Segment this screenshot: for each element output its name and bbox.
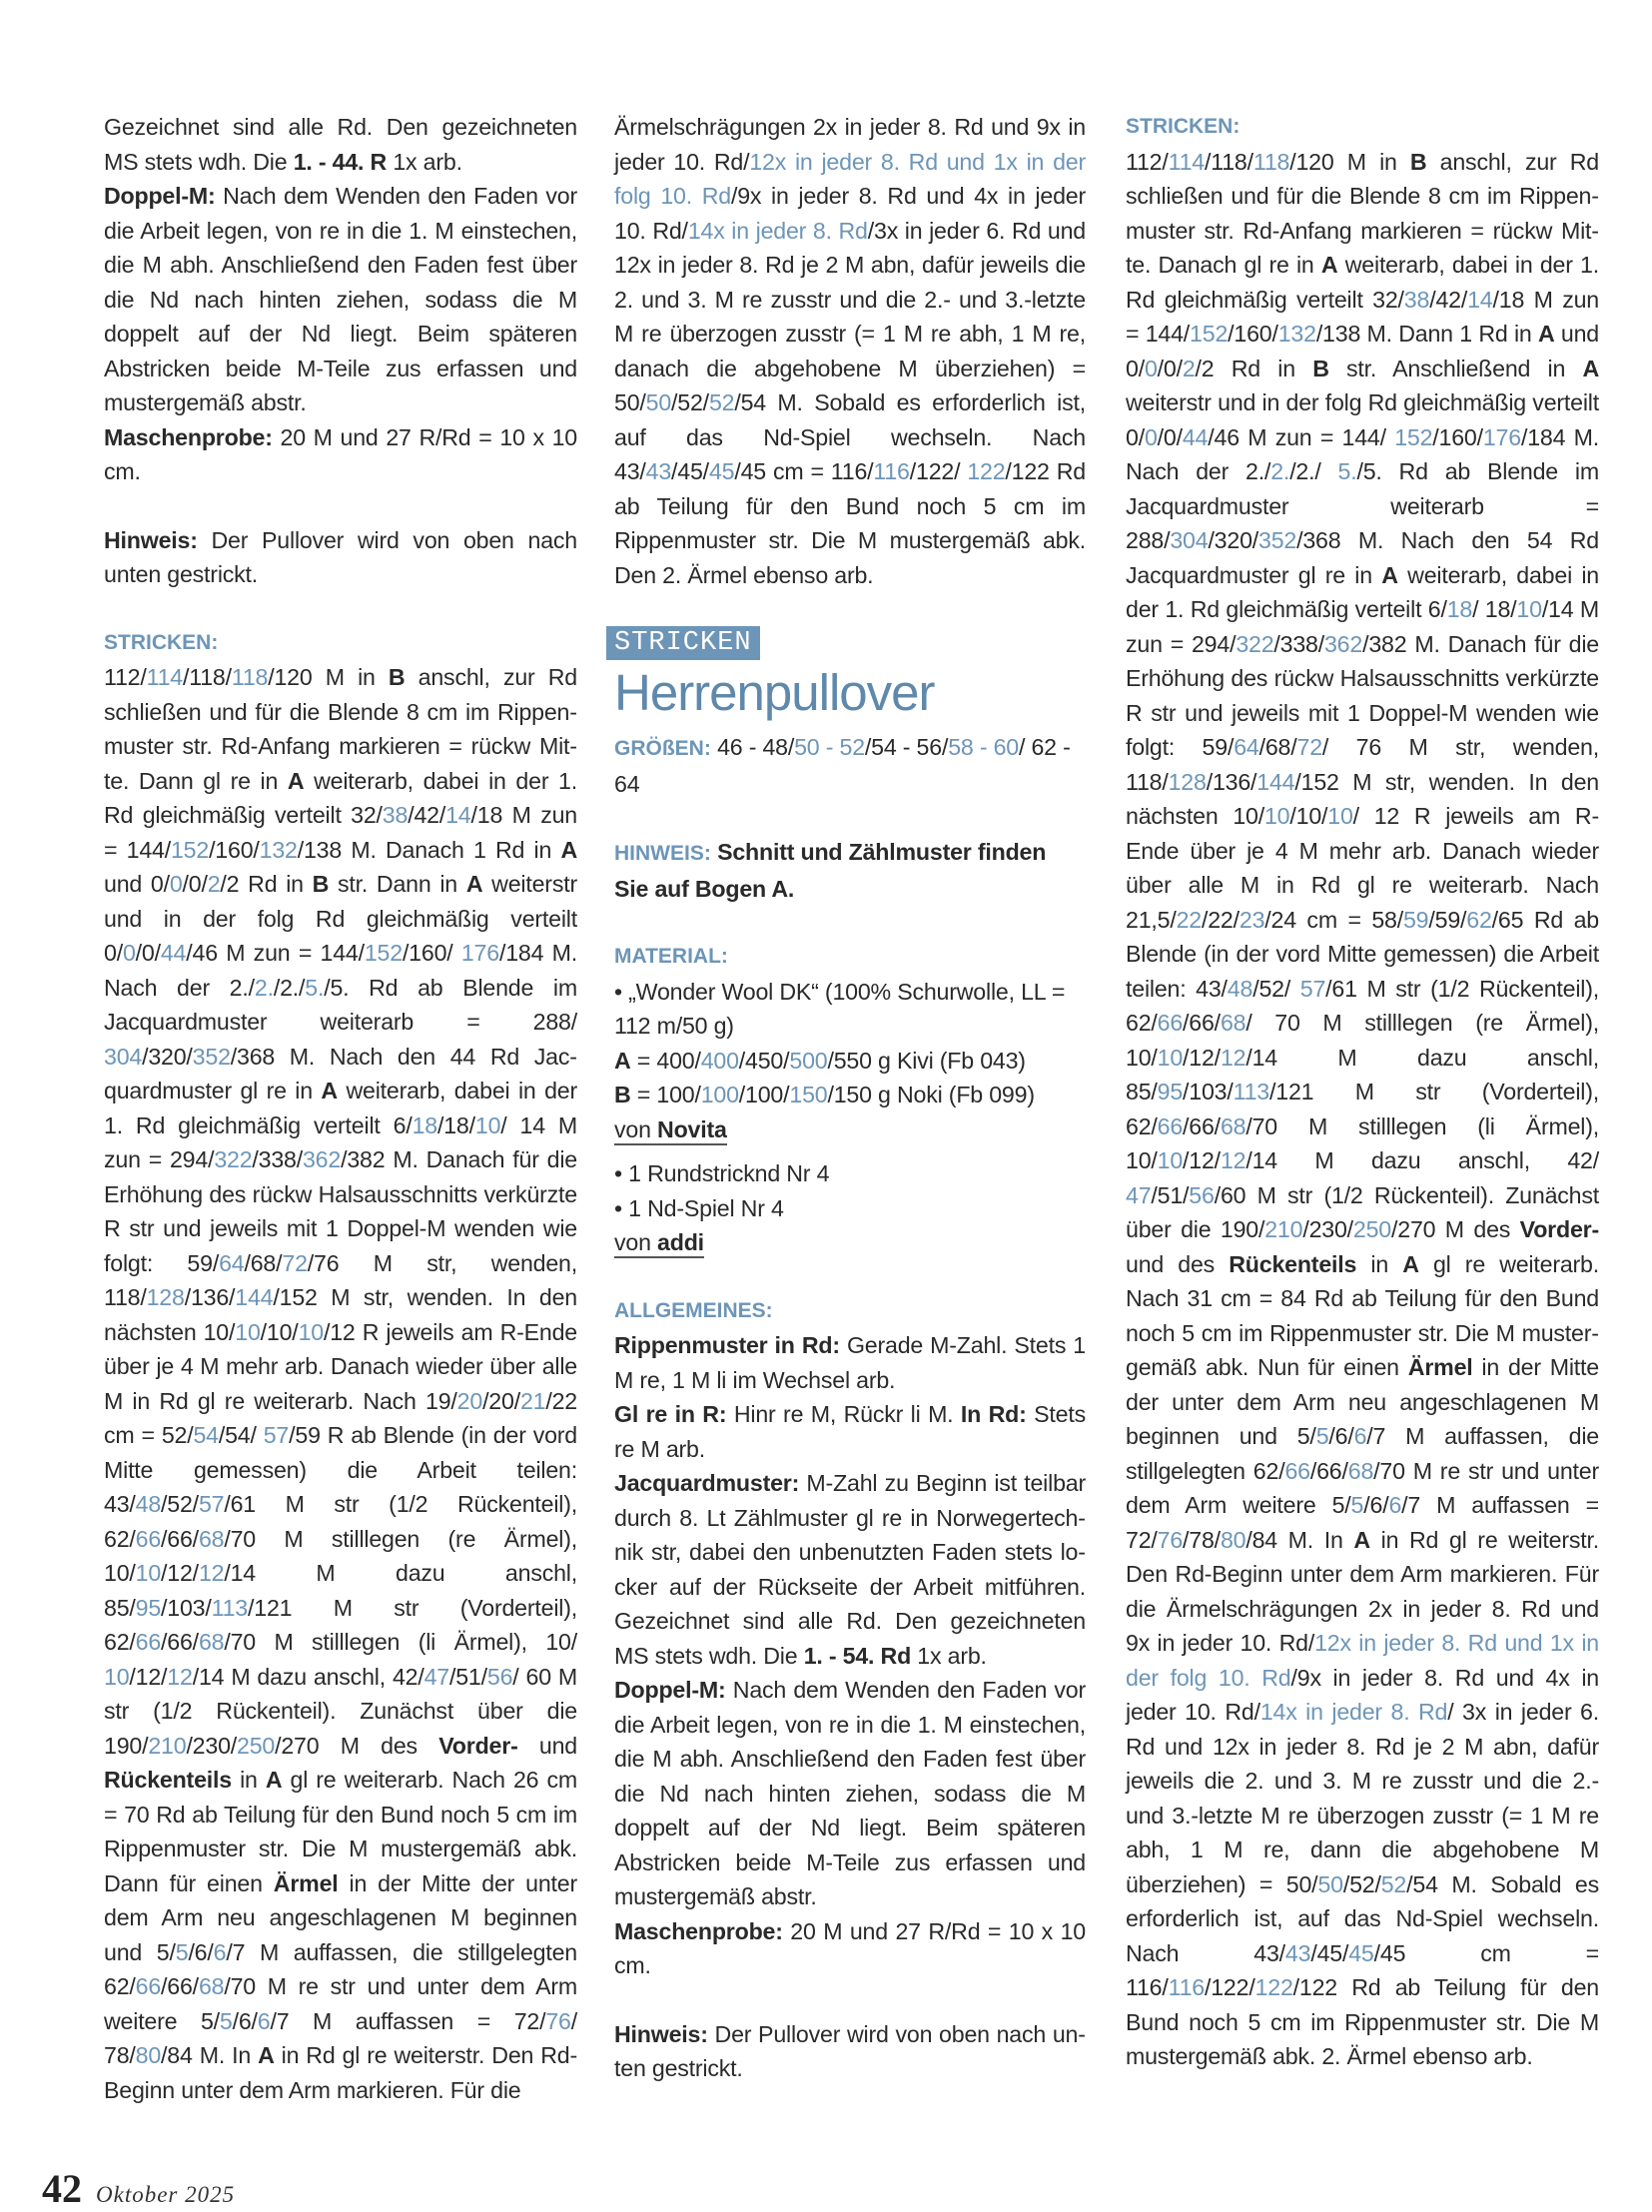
label: HINWEIS: [614, 842, 711, 865]
text-column-1 [104, 110, 577, 2107]
paragraph-maschenprobe [104, 420, 577, 489]
hinweis-note [614, 835, 1086, 906]
section-tag: STRICKEN [606, 626, 760, 660]
text: 20 M und 27 R/Rd = 10 x 10 cm. [104, 423, 577, 484]
text: Gezeichnet sind alle Rd. Den gezeichneten MS stets wdh. Die [104, 114, 577, 175]
paragraph-rippen: Rippenmuster in Rd: Gerade M-Zahl. Stets 1 M re, 1 M li im Wechsel arb. [614, 1332, 1086, 1393]
brand-line: von Novita [614, 1112, 1086, 1147]
label: B [614, 1082, 631, 1107]
label: A [614, 1047, 631, 1074]
page-number: 42 [42, 2166, 82, 2211]
brand-line: von addi [614, 1225, 1086, 1260]
material-b: B = 100/100/100/150/150 g Noki (Fb 099) [614, 1082, 1035, 1107]
section-heading: STRICKEN: [104, 630, 219, 654]
paragraph-doppel-m [104, 179, 577, 420]
label: Doppel-M: [104, 183, 216, 209]
issue-date: Oktober 2025 [96, 2182, 236, 2207]
paragraph-doppel-m: Doppel-M: Nach dem Wenden den Faden vor die Arbeit legen, von re in die 1. M einstechen, die M abh. Anschließend den Faden fest über die Nd nach hinten ziehen, sodass die M doppelt auf der Nd liegt. Beim späteren Abstricken beide M-Teile zus erfassen und mustergemäß abstr. [614, 1677, 1086, 1909]
brand-name: addi [657, 1229, 704, 1255]
paragraph-continued: Ärmelschrägungen 2x in jeder 8. Rd und 9x in jeder 10. Rd/12x in jeder 8. Rd und 1x in der folg 10. Rd/9x in jeder 8. Rd und 4x in jeder 10. Rd/14x in jeder 8. Rd/3x in jeder 6. Rd und 12x in jeder 8. Rd je 2 M abn, dafür jeweils die 2. und 3. M re zusstr und die 2.- und 3.-letzte M re überzogen zusstr (= 1 M re abh, 1 M re, danach die abgehobene M überziehen) = 50/50/52/52/54 M. Sobald es erforderlich ist, auf das Nd-Spiel wechseln. Nach 43/43/45/45/45 cm = 116/116/122/ 122/122 Rd ab Teilung für den Bund noch 5 cm im Rippenmuster str. Die M mustergemäß abk. Den 2. Ärmel ebenso arb. [614, 114, 1086, 588]
bold-text: 1. - 44. R [293, 148, 388, 175]
pattern-title: Herrenpullover [614, 664, 935, 721]
brand-name: Novita [657, 1115, 727, 1142]
text-column-2 [614, 110, 1086, 2086]
paragraph-jacquard: Jacquardmuster: M-Zahl zu Beginn ist teilbar durch 8. Lt Zählmuster gl re in Norwegertechnik str, dabei den unbenutzten Faden stets locker auf der Rückseite der Arbeit mitführen. Gezeichnet sind alle Rd. Den gezeichneten MS stets wdh. Die 1. - 54. Rd 1x arb. [614, 1470, 1086, 1669]
tool-item: • 1 Rundstricknd Nr 4 [614, 1160, 830, 1186]
label: Maschenprobe: [104, 423, 273, 450]
section-heading: MATERIAL: [614, 945, 728, 968]
label: Hinweis: [104, 526, 198, 553]
paragraph-stricken: 112/114/118/118/120 M in B anschl, zur Rd schließen und für die Blende 8 cm im Rippenmuster str. Rd-Anfang markieren = rückw Mitte. Danach gl re in A weiterarb, dabei in der 1. Rd gleichmäßig verteilt 32/38/42/14/18 M zun = 144/152/160/132/138 M. Dann 1 Rd in A und 0/0/0/2/2 Rd in B str. Anschließend in A weiterstr und in der folg Rd gleichmäßig verteilt 0/0/0/44/46 M zun = 144/ 152/160/176/184 M. Nach der 2./2./2./ 5./5. Rd ab Blende im Jacquardmuster weiterarb = 288/304/320/352/368 M. Nach den 54 Rd Jacquardmuster gl re in A weiterarb, dabei in der 1. Rd gleichmäßig verteilt 6/18/ 18/10/14 M zun = 294/322/338/362/382 M. Danach für die Erhöhung des rückw Halsausschnitts verkürzte R str und jeweils mit 1 Doppel-M wenden wie folgt: 59/64/68/72/ 76 M str, wenden, 118/128/136/144/152 M str, wenden. In den nächsten 10/10/10/10/ 12 R jeweils am R-Ende über je 4 M mehr arb. Danach wieder über alle M in Rd gl re weiterarb. Nach 21,5/22/22/23/24 cm = 58/59/59/62/65 Rd ab Blende (in der vord Mitte gemessen) die Arbeit teilen: 43/48/52/ 57/61 M str (1/2 Rückenteil), 62/66/66/68/ 70 M stilllegen (re Ärmel), 10/10/12/12/14 M dazu anschl, 85/95/103/113/121 M str (Vorderteil), 62/66/66/68/70 M stilllegen (li Ärmel), 10/10/12/12/14 M dazu anschl, 42/ 47/51/56/60 M str (1/2 Rückenteil). Zunächst über die 190/210/230/250/270 M des Vorder- und des Rückenteils in A gl re weiterarb. Nach 31 cm = 84 Rd ab Teilung für den Bund noch 5 cm im Rippenmuster str. Die M mustergemäß abk. Nun für einen Ärmel in der Mitte der unter dem Arm neu angeschlagenen M beginnen und 5/5/6/6/7 M auffassen, die stillgelegten 62/66/66/68/70 M re str und unter dem Arm weitere 5/5/6/6/7 M auffassen = 72/76/78/80/84 M. In A in Rd gl re weiterstr. Den Rd-Beginn unter dem Arm markieren. Für die Ärmelschrägungen 2x in jeder 8. Rd und 9x in jeder 10. Rd/12x in jeder 8. Rd und 1x in der folg 10. Rd/9x in jeder 8. Rd und 4x in jeder 10. Rd/14x in jeder 8. Rd/ 3x in jeder 6. Rd und 12x in jeder 8. Rd je 2 M abn, dafür jeweils die 2. und 3. M re zusstr und die 2.- und 3.-letzte M re überzogen zusstr (= 1 M re abh, 1 M re, dann die abgehobene M überziehen) = 50/50/52/52/54 M. Sobald es erforderlich ist, auf das Nd-Spiel wechseln. Nach 43/43/45/45/45 cm = 116/116/122/122/122 Rd ab Teilung für den Bund noch 5 cm im Rippenmuster str. Die M mustergemäß abk. 2. Ärmel ebenso arb. [1126, 148, 1600, 2069]
section-heading: STRICKEN: [1126, 115, 1240, 138]
sizes: GRÖßEN: 46 - 48/50 - 52/54 - 56/58 - 60/ 62 - 64 [614, 734, 1071, 797]
paragraph-stricken: 112/114/118/118/120 M in B anschl, zur Rd schließen und für die Blende 8 cm im Rippenmuster str. Rd-Anfang markieren = rückw Mitte. Dann gl re in A weiterarb, dabei in der 1. Rd gleichmäßig verteilt 32/38/42/14/18 M zun = 144/152/160/132/138 M. Danach 1 Rd in A und 0/0/0/2/2 Rd in B str. Dann in A weiterstr und in der folg Rd gleichmäßig verteilt 0/0/0/44/46 M zun = 144/152/160/ 176/184 M. Nach der 2./2./2./5./5. Rd ab Blende im Jacquardmuster weiterarb = 288/ 304/320/352/368 M. Nach den 44 Rd Jacquardmuster gl re in A weiterarb, dabei in der 1. Rd gleichmäßig verteilt 6/18/18/10/ 14 M zun = 294/322/338/362/382 M. Danach für die Erhöhung des rückw Halsausschnitts verkürzte R str und jeweils mit 1 Doppel-M wenden wie folgt: 59/64/68/72/76 M str, wenden, 118/128/136/144/152 M str, wenden. In den nächsten 10/10/10/10/12 R jeweils am R-Ende über je 4 M mehr arb. Danach wieder über alle M in Rd gl re weiterarb. Nach 19/20/20/21/22 cm = 52/54/54/ 57/59 R ab Blende (in der vord Mitte gemessen) die Arbeit teilen: 43/48/52/57/61 M str (1/2 Rückenteil), 62/66/66/68/70 M stilllegen (re Ärmel), 10/10/12/12/14 M dazu anschl, 85/95/103/113/121 M str (Vorderteil), 62/66/66/68/70 M stilllegen (li Ärmel), 10/ 10/12/12/14 M dazu anschl, 42/47/51/56/ 60 M str (1/2 Rückenteil). Zunächst über die 190/210/230/250/270 M des Vorder- und Rückenteils in A gl re weiterarb. Nach 26 cm = 70 Rd ab Teilung für den Bund noch 5 cm im Rippenmuster str. Die M mustergemäß abk. Dann für einen Ärmel in der Mitte der unter dem Arm neu angeschlagenen M beginnen und 5/5/6/6/7 M auffassen, die stillgelegten 62/66/66/68/70 M re str und unter dem Arm weitere 5/5/6/6/7 M auffassen = 72/76/ 78/80/84 M. In A in Rd gl re weiterstr. Den Rd-Beginn unter dem Arm markieren. Für die [104, 664, 578, 2103]
text: Schnitt und Zählmuster finden Sie auf Bogen A. [614, 839, 1047, 902]
material-yarn: • „Wonder Wool DK“ (100% Schurwolle, LL = 112 m/50 g) [614, 978, 1066, 1039]
text: Der Pullover wird von oben nach unten gestrickt. [104, 526, 577, 587]
paragraph-gl: Gl re in R: Hinr re M, Rückr li M. In Rd: Stets re M arb. [614, 1401, 1086, 1462]
label: GRÖßEN: [614, 737, 711, 760]
text-column-3 [1126, 110, 1599, 2074]
paragraph-hinweis [104, 523, 577, 592]
paragraph [104, 110, 577, 179]
tool-item: • 1 Nd-Spiel Nr 4 [614, 1194, 784, 1221]
paragraph-maschenprobe: Maschenprobe: 20 M und 27 R/Rd = 10 x 10 cm. [614, 1917, 1086, 1978]
material-a: A = 400/400/450/500/550 g Kivi (Fb 043) [614, 1047, 1026, 1074]
page-footer [42, 2165, 235, 2212]
paragraph-hinweis: Hinweis: Der Pullover wird von oben nach unten gestrickt. [614, 2020, 1086, 2081]
text: Nach dem Wenden den Faden vor die Arbeit legen, von re in die 1. M einstechen, die M abh. Anschließend den Faden fest über die Nd nach hinten ziehen, sodass die M doppelt auf der Nd liegt. Beim späteren Abstricken beide M-Teile zus erfassen und mustergemäß abstr. [104, 183, 577, 415]
text: 1x arb. [387, 148, 462, 175]
section-heading: ALLGEMEINES: [614, 1298, 773, 1322]
